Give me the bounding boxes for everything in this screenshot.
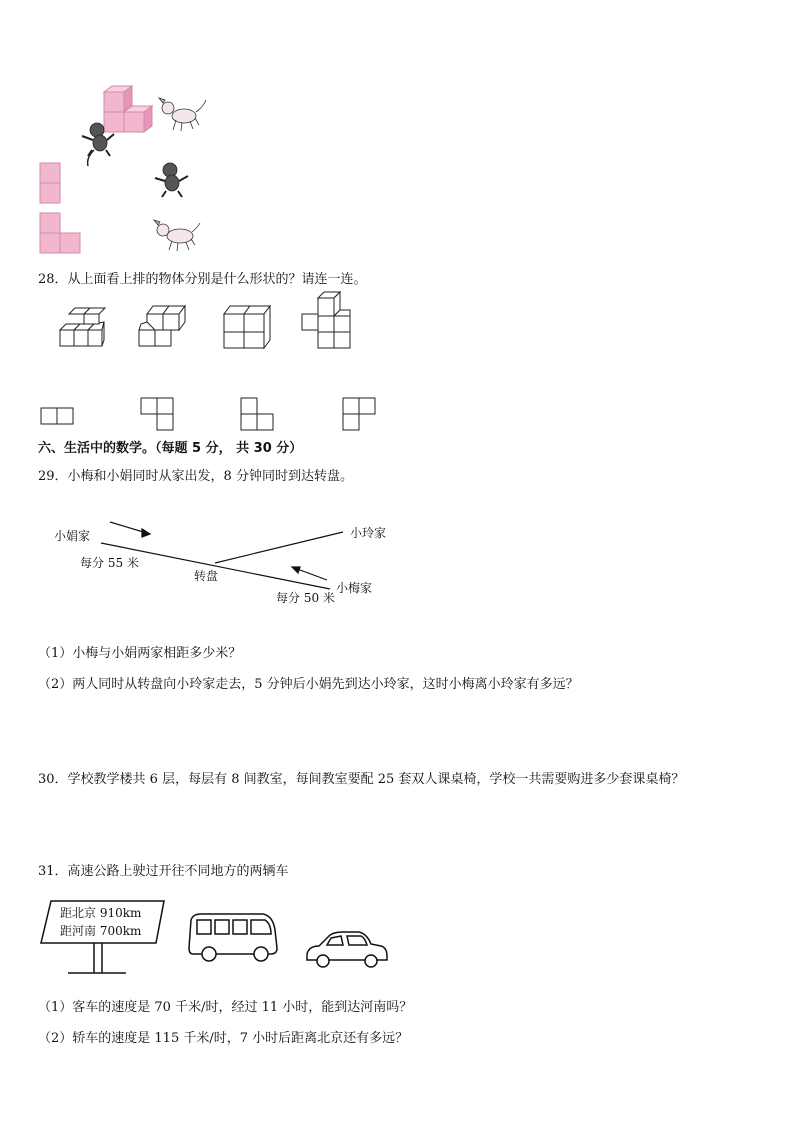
sign-line-1: 距北京 910km [60,906,142,920]
dog-icon [154,220,200,251]
section-6-heading: 六、生活中的数学。（每题 5 分， 共 30 分） [38,441,303,456]
label-xiaomei-home: 小梅家 [336,581,373,595]
sign-line-2: 距河南 700km [60,924,142,938]
pink-cube-stack-figure [0,0,794,260]
cube-arrangements-figure [0,290,794,450]
label-speed-mei: 每分 50 米 [276,591,335,605]
question-31-part-1: （1）客车的速度是 70 千米/时，经过 11 小时，能到达河南吗？ [38,1000,413,1015]
question-31: 31．高速公路上驶过开往不同地方的两辆车 [38,864,289,879]
dog-icon [159,98,206,131]
question-31-part-2: （2）轿车的速度是 115 千米/时，7 小时后距离北京还有多远？ [38,1031,409,1046]
question-28: 28．从上面看上排的物体分别是什么形状的？请连一连。 [38,272,367,287]
car-icon [303,928,393,978]
question-29: 29．小梅和小娟同时从家出发，8 分钟同时到达转盘。 [38,469,353,484]
label-xiaoling-home: 小玲家 [350,526,387,540]
question-29-part-2: （2）两人同时从转盘向小玲家走去，5 分钟后小娟先到达小玲家，这时小梅离小玲家有多远？ [38,677,579,692]
label-xiaojuan-home: 小娟家 [54,529,91,543]
question-30: 30．学校教学楼共 6 层，每层有 8 间教室，每间教室要配 25 套双人课桌椅，学校一共需要购进多少套课桌椅？ [38,772,685,787]
bus-icon [185,910,285,970]
label-turntable: 转盘 [194,569,219,583]
label-speed-juan: 每分 55 米 [80,556,139,570]
monkey-icon [155,163,188,197]
question-29-part-1: （1）小梅与小娟两家相距多少米？ [38,646,242,661]
